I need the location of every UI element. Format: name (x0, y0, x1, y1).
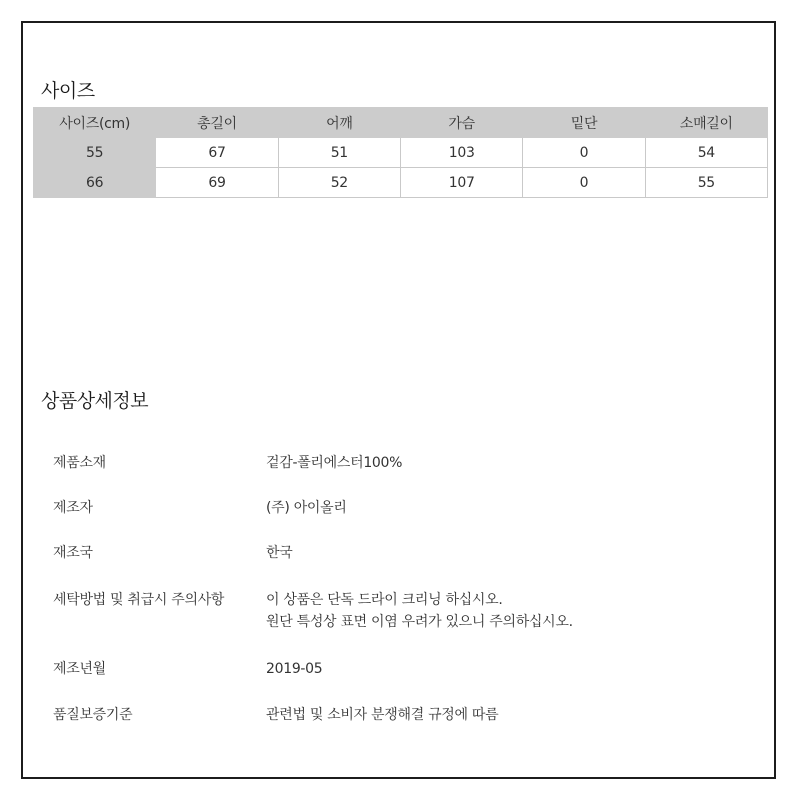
cell-chest: 107 (400, 168, 522, 198)
detail-value (266, 589, 573, 633)
detail-label: 제조년월 (53, 661, 106, 677)
cell-shoulder: 52 (278, 168, 400, 198)
detail-value-line: 이 상품은 단독 드라이 크리닝 하십시오. (266, 592, 503, 608)
detail-label: 재조국 (53, 545, 93, 561)
detail-label: 세탁방법 및 취급시 주의사항 (53, 592, 225, 608)
cell-shoulder: 51 (278, 138, 400, 168)
header-chest: 가슴 (400, 108, 522, 138)
detail-value: 한국 (266, 545, 293, 561)
cell-total-length: 69 (156, 168, 278, 198)
size-table (33, 107, 768, 198)
table-row (34, 138, 768, 168)
size-table-header-row (34, 108, 768, 138)
detail-value: 관련법 및 소비자 분쟁해결 규정에 따름 (266, 707, 499, 723)
header-hem: 밑단 (523, 108, 645, 138)
header-shoulder: 어깨 (278, 108, 400, 138)
table-row (34, 168, 768, 198)
cell-sleeve-length: 55 (645, 168, 767, 198)
detail-section-title: 상품상세정보 (41, 390, 149, 412)
detail-label: 품질보증기준 (53, 707, 133, 723)
cell-size: 66 (34, 168, 156, 198)
cell-total-length: 67 (156, 138, 278, 168)
header-size: 사이즈(cm) (34, 108, 156, 138)
cell-size: 55 (34, 138, 156, 168)
size-section-title: 사이즈 (41, 80, 95, 102)
header-total-length: 총길이 (156, 108, 278, 138)
cell-hem: 0 (523, 138, 645, 168)
cell-hem: 0 (523, 168, 645, 198)
detail-label: 제조자 (53, 500, 93, 516)
detail-value: (주) 아이올리 (266, 500, 347, 516)
cell-sleeve-length: 54 (645, 138, 767, 168)
detail-value-line: 원단 특성상 표면 이염 우려가 있으니 주의하십시오. (266, 614, 573, 630)
header-sleeve-length: 소매길이 (645, 108, 767, 138)
cell-chest: 103 (400, 138, 522, 168)
detail-value: 2019-05 (266, 661, 323, 677)
detail-value: 겉감-폴리에스터100% (266, 455, 403, 471)
detail-label: 제품소재 (53, 455, 106, 471)
